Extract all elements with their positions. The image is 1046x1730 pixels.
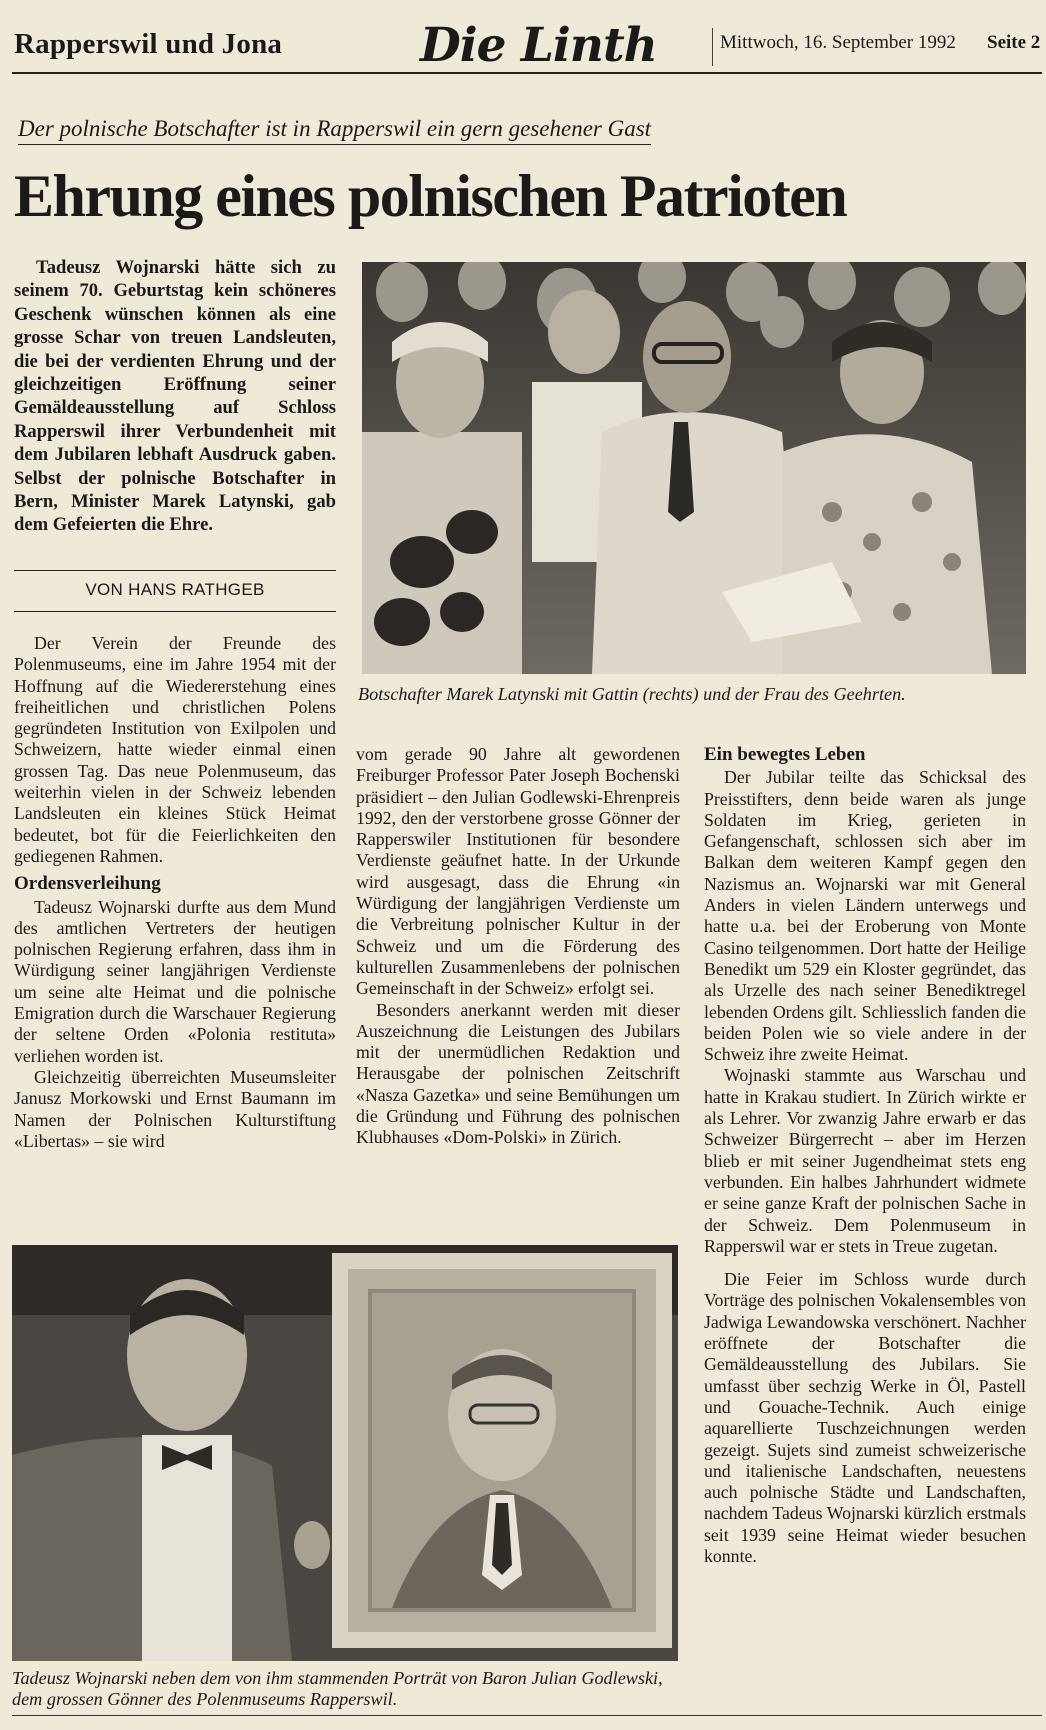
page-number: Seite 2 <box>987 32 1041 53</box>
subheading-ordensverleihung: Ordensverleihung <box>14 873 161 895</box>
byline: VON HANS RATHGEB <box>85 580 265 599</box>
masthead-divider <box>712 28 713 66</box>
byline-box <box>14 570 336 612</box>
newspaper-logo: Die Linth <box>420 18 657 73</box>
paragraph: Tadeusz Wojnarski durfte aus dem Mund des amtlichen Vertreters der heutigen polnischen Regierung erfahren, dass ihm in Würdigung seiner langjährigen Verdienste um seine alte Heimat und die polnische Emigration durch die Warschauer Regierung der seltene Orden «Polonia restituta» verliehen worden ist. <box>14 896 336 1066</box>
paragraph: Gleichzeitig überreichten Museumsleiter Janusz Morkowski und Ernst Baumann im Namen der Polnischen Kulturstiftung «Libertas» – sie wird <box>14 1066 336 1151</box>
section-title: Rapperswil und Jona <box>14 28 283 60</box>
column-2 <box>356 744 680 1149</box>
column-3 <box>704 744 1026 1567</box>
paragraph: Der Verein der Freunde des Polenmuseums, eine im Jahre 1954 mit der Hoffnung auf die Wiedererstehung eines freiheitlichen und christlichen Polens gegründeten Institution von Exilpolen und Schweizern, hatte wieder einmal einen grossen Tag. Das neue Polenmuseum, das weiterhin vielen in der Schweiz lebenden Landsleuten ein kleines Stück Heimat bedeutet, bot für die Feierlichkeiten den gediegenen Rahmen. <box>14 633 336 866</box>
bottom-rule <box>12 1715 1042 1716</box>
paragraph: Der Jubilar teilte das Schicksal des Preisstifters, denn beide waren als junge Soldaten im Krieg, gerieten in Gefangenschaft, schlossen sich aber im Balkan dem weiteren Kampf gegen den Nazismus an. Wojnarski war mit General Anders in vielen Ländern unterwegs und hatte u.a. bei der Eroberung von Monte Casino teilgenommen. Dort hatte der Heilige Benedikt um 529 ein Kloster gegründet, das als Urzelle des nach seiner Benediktregel lebenden Ordens gilt. Schliesslich fanden die beiden Polen wie so viele andere in der Schweiz ihre zweite Heimat. <box>704 767 1026 1065</box>
masthead <box>12 18 1042 74</box>
subheading-bewegtes-leben: Ein bewegtes Leben <box>704 744 866 765</box>
column-1 <box>14 633 336 1152</box>
paragraph-spacer <box>704 1257 1026 1269</box>
photo-portrait <box>12 1245 678 1661</box>
issue-date: Mittwoch, 16. September 1992 <box>720 32 956 53</box>
paragraph: Die Feier im Schloss wurde durch Vorträge des polnischen Vokalensembles von Jadwiga Lewandowska verschönert. Nachher eröffnete der Botschafter die Gemäldeausstellung des Jubilars. Sie umfasst über sechzig Werke in Öl, Pastell und Gouache-Technik. Auch einige aquarellierte Tuschzeichnungen werden gezeigt. Sujets sind zumeist schweizerische und italienische Landschaften, neuestens auch polnische Städte und Landschaften, nachdem Tadeus Wojnarski kürzlich erstmals seit 1939 seine Heimat wieder besuchen konnte. <box>704 1269 1026 1566</box>
headline: Ehrung eines polnischen Patrioten <box>14 163 847 229</box>
paragraph: vom gerade 90 Jahre alt gewordenen Freiburger Professor Pater Joseph Bochenski präsidiert – den Julian Godlewski-Ehrenpreis 1992, den der verstorbene grosse Gönner der Rapperswiler Institutionen für besondere Verdienste geäufnet hatte. In der Urkunde wird ausgesagt, dass die Ehrung «in Würdigung der langjährigen Verdienste um die Verbreitung polnischer Kultur in der Schweiz und um die Förderung des kulturellen Zusammenlebens der polnischen Gemeinschaft in der Schweiz» erfolgt sei. <box>356 744 680 999</box>
paragraph: Wojnaski stammte aus Warschau und hatte in Krakau studiert. In Zürich wirkte er als Lehrer. Vor zwanzig Jahre erwarb er das Schweizer Bürgerrecht – aber im Herzen blieb er mit seiner Jugendheimat stets eng verbunden. Ein halbes Jahrhundert widmete er seine ganze Kraft der polnischen Sache in der Schweiz. Dem Polenmuseum in Rapperswil war er stets in Treue zugetan. <box>704 1065 1026 1256</box>
lead-paragraph: Tadeusz Wojnarski hätte sich zu seinem 70. Geburtstag kein schöneres Geschenk wünschen können als eine grosse Schar von treuen Landsleuten, die bei der verdienten Ehrung und der gleichzeitigen Eröffnung seiner Gemäldeausstellung auf Schloss Rapperswil ihrer Verbundenheit mit dem Jubilaren lebhaft Ausdruck gaben. Selbst der polnische Botschafter in Bern, Minister Marek Latynski, gab dem Gefeierten die Ehre. <box>14 257 336 536</box>
paragraph: Besonders anerkannt werden mit dieser Auszeichnung die Leistungen des Jubilars mit der unermüdlichen Redaktion und Herausgabe der polnischen Zeitschrift «Nasza Gazetka» und seine Bemühungen um die Gründung und Führung des polnischen Klubhauses «Dom-Polski» in Zürich. <box>356 999 680 1148</box>
photo-audience <box>362 262 1026 674</box>
caption-audience: Botschafter Marek Latynski mit Gattin (rechts) und der Frau des Geehrten. <box>358 684 906 704</box>
caption-portrait: Tadeusz Wojnarski neben dem von ihm stammenden Porträt von Baron Julian Godlewski, dem grossen Gönner des Polenmuseums Rapperswil. <box>12 1668 663 1709</box>
kicker: Der polnische Botschafter ist in Rapperswil ein gern gesehener Gast <box>18 116 651 145</box>
